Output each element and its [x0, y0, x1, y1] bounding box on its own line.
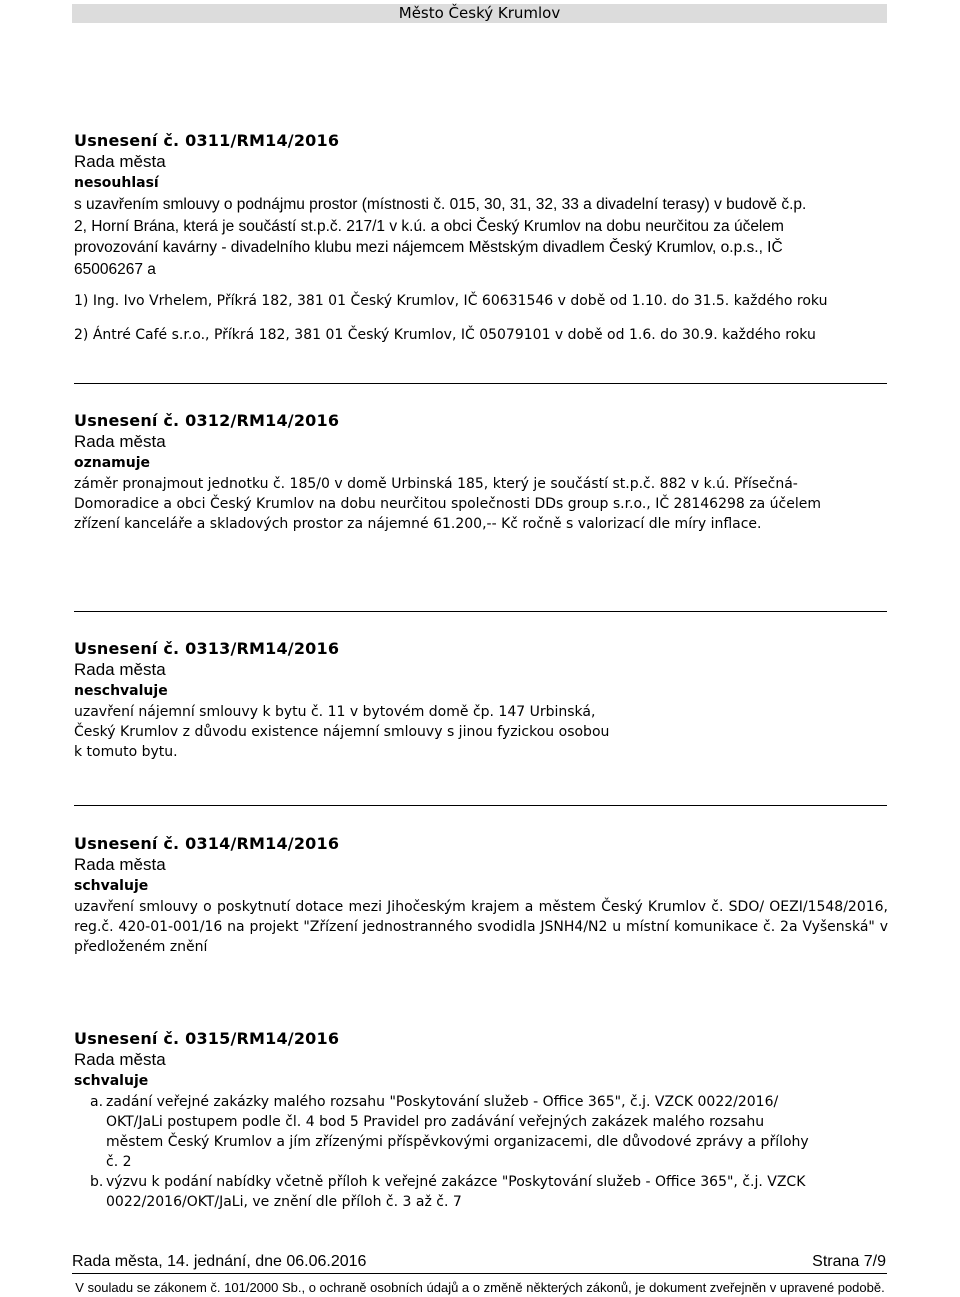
footer-divider: [72, 1273, 887, 1274]
list-marker: b.: [90, 1174, 104, 1190]
resolution-text-line: uzavření nájemní smlouvy k bytu č. 11 v bytovém domě čp. 147 Urbinská,: [74, 704, 596, 720]
separator: [74, 383, 887, 384]
resolution-0312: [74, 409, 890, 534]
resolution-item: 2) Ántré Café s.r.o., Příkrá 182, 381 01 Český Krumlov, IČ 05079101 v době od 1.6. do 30.9. každého roku: [74, 327, 816, 343]
resolution-verb: nesouhlasí: [74, 175, 159, 191]
council-label: Rada města: [74, 1050, 166, 1069]
separator: [74, 805, 887, 806]
page-header: [72, 4, 887, 23]
separator: [74, 611, 887, 612]
resolution-0315: [74, 1027, 890, 1212]
council-label: Rada města: [74, 660, 166, 679]
footer-legal-notice: V souladu se zákonem č. 101/2000 Sb., o ochraně osobních údajů a o změně některých zákonů, je dokument zveřejněn v upravené podobě.: [75, 1280, 885, 1295]
resolution-number: Usnesení č. 0314/RM14/2016: [74, 834, 340, 853]
resolution-text-line: Český Krumlov z důvodu existence nájemní smlouvy s jinou fyzickou osobou: [74, 724, 610, 740]
list-item-line: č. 2: [106, 1154, 132, 1170]
resolution-verb: schvaluje: [74, 1073, 149, 1089]
list-item: [74, 1092, 890, 1172]
resolution-paragraph: uzavření smlouvy o poskytnutí dotace mezi Jihočeským krajem a městem Český Krumlov č. SDO/ OEZI/1548/2016, reg.č. 420-01-001/16 na projekt "Zřízení jednostranného svodidla JSNH4/N2 u místní komunikace č. 2a Vyšenská" v předloženém znění: [74, 899, 888, 955]
resolution-list: [74, 1092, 890, 1212]
resolution-number: Usnesení č. 0313/RM14/2016: [74, 639, 340, 658]
resolution-text-line: záměr pronajmout jednotku č. 185/0 v domě Urbinská 185, který je součástí st.p.č. 882 v k.ú. Přísečná-: [74, 476, 798, 492]
resolution-text-line: zřízení kanceláře a skladových prostor za nájemné 61.200,-- Kč ročně s valorizací dle míry inflace.: [74, 516, 762, 532]
list-item-line: 0022/2016/OKT/JaLi, ve znění dle příloh č. 3 až č. 7: [106, 1194, 462, 1210]
footer-page-number: Strana 7/9: [812, 1253, 886, 1270]
resolution-0313: [74, 637, 890, 762]
resolution-number: Usnesení č. 0312/RM14/2016: [74, 411, 340, 430]
council-label: Rada města: [74, 855, 166, 874]
list-item-line: výzvu k podání nabídky včetně příloh k veřejné zakázce "Poskytování služeb - Office 365", č.j. VZCK: [106, 1174, 806, 1190]
list-item-line: městem Český Krumlov a jím zřízenými příspěvkovými organizacemi, dle důvodové zprávy a přílohy: [106, 1134, 809, 1150]
council-label: Rada města: [74, 432, 166, 451]
resolution-verb: schvaluje: [74, 878, 149, 894]
resolution-text-line: 2, Horní Brána, která je součástí st.p.č. 217/1 v k.ú. a obci Český Krumlov na dobu neurčitou za účelem: [74, 217, 784, 235]
resolution-item: 1) Ing. Ivo Vrhelem, Příkrá 182, 381 01 Český Krumlov, IČ 60631546 v době od 1.10. do 31.5. každého roku: [74, 293, 828, 309]
resolution-number: Usnesení č. 0315/RM14/2016: [74, 1029, 340, 1048]
resolution-text-line: s uzavřením smlouvy o podnájmu prostor (místnosti č. 015, 30, 31, 32, 33 a divadelní terasy) v budově č.p.: [74, 196, 807, 213]
list-marker: a.: [90, 1094, 104, 1110]
resolution-0314: [74, 832, 890, 957]
list-item: [74, 1172, 890, 1212]
resolution-text-line: Domoradice a obci Český Krumlov na dobu neurčitou společnosti DDs group s.r.o., IČ 28146298 za účelem: [74, 496, 821, 512]
list-item-line: zadání veřejné zakázky malého rozsahu "Poskytování služeb - Office 365", č.j. VZCK 0022/2016/: [106, 1094, 779, 1110]
resolution-number: Usnesení č. 0311/RM14/2016: [74, 131, 340, 150]
header-title: Město Český Krumlov: [398, 4, 561, 22]
resolution-text-line: 65006267 a: [74, 260, 156, 278]
council-label: Rada města: [74, 152, 166, 171]
resolution-verb: oznamuje: [74, 455, 151, 471]
resolution-text-line: provozování kavárny - divadelního klubu mezi nájemcem Městským divadlem Český Krumlov, o.p.s., IČ: [74, 239, 783, 256]
resolution-verb: neschvaluje: [74, 683, 168, 699]
list-item-line: OKT/JaLi postupem podle čl. 4 bod 5 Pravidel pro zadávání veřejných zakázek malého rozsahu: [106, 1114, 765, 1130]
footer-meeting: Rada města, 14. jednání, dne 06.06.2016: [72, 1253, 367, 1270]
resolution-0311: [74, 129, 890, 345]
resolution-text-line: k tomuto bytu.: [74, 744, 178, 760]
